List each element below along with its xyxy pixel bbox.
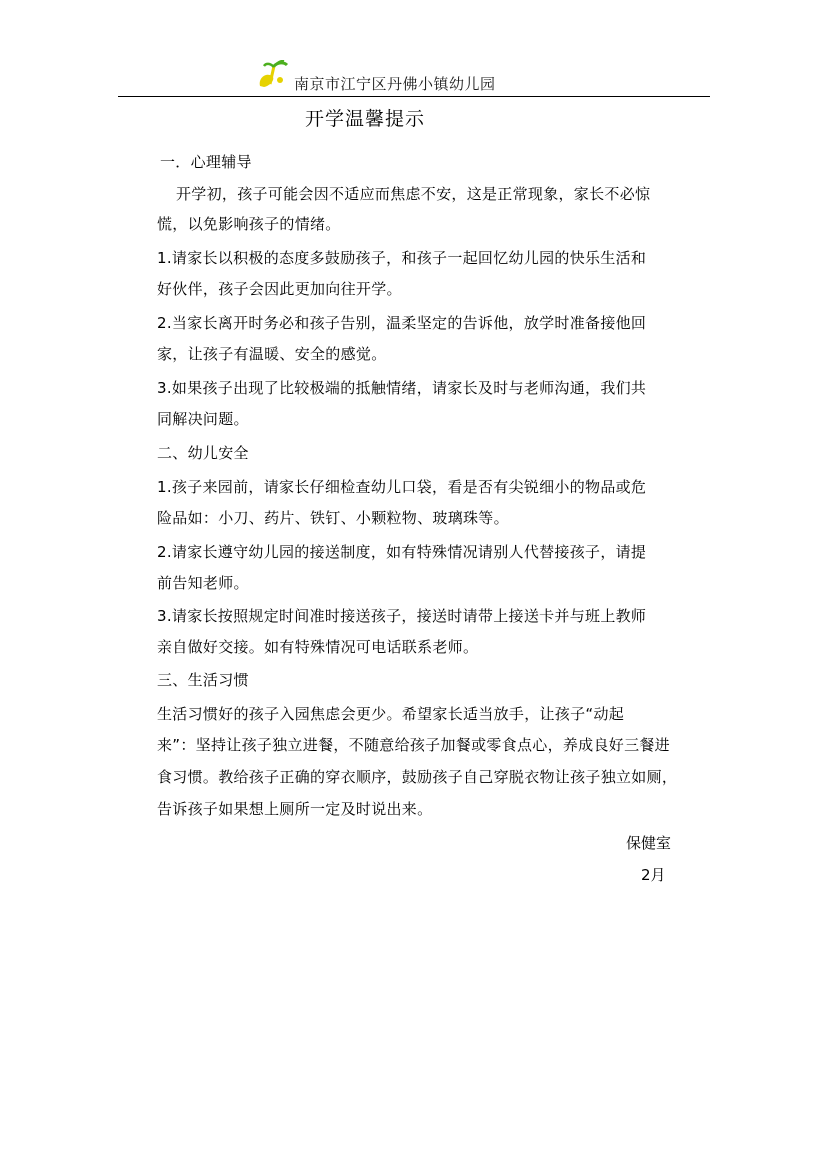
paragraph-line: 1.孩子来园前，请家长仔细检查幼儿口袋，看是否有尖锐细小的物品或危 [157,478,647,496]
paragraph-line: 同解决问题。 [157,410,249,428]
document-header [118,60,710,97]
paragraph-line: 1.请家长以积极的态度多鼓励孩子，和孩子一起回忆幼儿园的快乐生活和 [157,249,647,267]
paragraph-line: 好伙伴，孩子会因此更加向往开学。 [157,280,402,298]
paragraph-line: 告诉孩子如果想上厕所一定及时说出来。 [157,800,433,818]
signature-date: 2月 [641,866,666,884]
school-name: 南京市江宁区丹佛小镇幼儿园 [294,75,496,93]
paragraph-line: 亲自做好交接。如有特殊情况可电话联系老师。 [157,638,479,656]
section-heading: 三、生活习惯 [157,671,249,689]
section-heading: 二、幼儿安全 [157,444,249,462]
signature-department: 保健室 [626,834,672,852]
section-heading: 一．心理辅导 [160,153,252,171]
paragraph-line: 险品如：小刀、药片、铁钉、小颗粒物、玻璃珠等。 [157,509,509,527]
paragraph-line: 2.请家长遵守幼儿园的接送制度，如有特殊情况请别人代替接孩子，请提 [157,543,647,561]
paragraph-line: 家，让孩子有温暖、安全的感觉。 [157,345,387,363]
paragraph-line: 3.如果孩子出现了比较极端的抵触情绪，请家长及时与老师沟通，我们共 [157,379,647,397]
paragraph-line: 开学初，孩子可能会因不适应而焦虑不安，这是正常现象，家长不必惊 [176,185,651,203]
paragraph-line: 食习惯。教给孩子正确的穿衣顺序，鼓励孩子自己穿脱衣物让孩子独立如厕， [157,768,678,786]
paragraph-line: 前告知老师。 [157,574,249,592]
paragraph-line: 3.请家长按照规定时间准时接送孩子，接送时请带上接送卡并与班上教师 [157,607,647,625]
paragraph-line: 2.当家长离开时务必和孩子告别，温柔坚定的告诉他，放学时准备接他回 [157,314,647,332]
paragraph-line: 来”：坚持让孩子独立进餐，不随意给孩子加餐或零食点心，养成良好三餐进 [157,736,670,754]
paragraph-line: 生活习惯好的孩子入园焦虑会更少。希望家长适当放手，让孩子“动起 [157,705,625,723]
page-title: 开学温馨提示 [305,108,426,130]
paragraph-line: 慌，以免影响孩子的情绪。 [157,215,341,233]
kindergarten-logo-icon [256,60,290,90]
